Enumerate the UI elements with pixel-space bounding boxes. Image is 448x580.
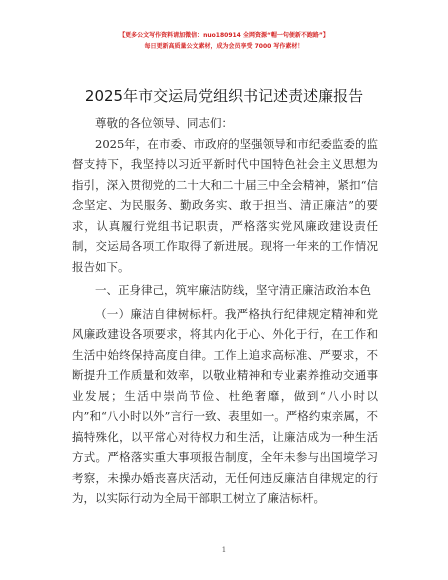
promo-banner-line-2: 每日更新高质量公文素材，成为会员享受 7000 写作素材！ <box>144 43 304 50</box>
promo-banner-line-1: 【更多公文写作资料请加微信：nuo180914 全网资源“帽一句便新不跑路”】 <box>119 32 329 39</box>
paragraph-intro: 2025年，在市委、市政府的坚强领导和市纪委监委的监督支持下，我坚持以习近平新时代中国特色社会主义思想为指引，深入贯彻党的二十大和二十届三中全会精神，紧扣“信念坚定、为民服务、勤政务实、敢于担当、清正廉洁”的要求，认真履行党组书记职责，严格落实党风廉政建设责任制，交运局各项工作取得了新进展。现将一年来的工作情况报告如下。 <box>72 136 378 274</box>
paragraph-integrity-self-discipline: （一）廉洁自律树标杆。我严格执行纪律规定精神和党风廉政建设各项要求，将其内化于心、外化于行，在工作和生活中始终保持高度自律。工作上追求高标准、严要求，不断提升工作质量和效率，以敬业精神和专业素养推动交通事业发展；生活中崇尚节俭、杜绝奢靡，做到“八小时以内”和“八小时以外”言行一致、表里如一。严格约束亲属，不搞特殊化，以平常心对待权力和生活，让廉洁成为一种生活方式。严格落实重大事项报告制度，全年未参与出国境学习考察，未操办婚丧喜庆活动，无任何违反廉洁自律规定的行为，以实际行动为全局干部职工树立了廉洁标杆。 <box>72 306 378 505</box>
salutation: 尊敬的各位领导、同志们： <box>95 116 233 130</box>
page-number: 1 <box>221 546 227 554</box>
document-title: 2025年市交运局党组织书记述责述廉报告 <box>84 87 364 105</box>
document-body <box>72 113 378 509</box>
section-heading-1: 一、正身律己，筑牢廉洁防线，坚守清正廉洁政治本色 <box>95 283 371 297</box>
